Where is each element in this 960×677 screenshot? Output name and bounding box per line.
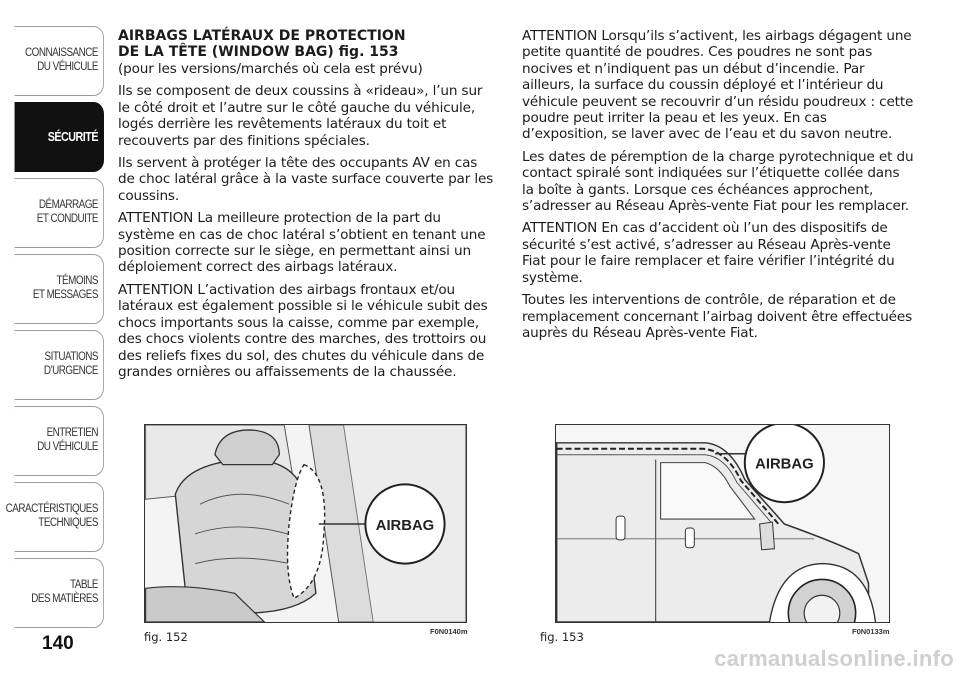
figure-152-seat-airbag <box>144 424 467 623</box>
paragraph: Les dates de péremption de la charge pyrotechnique et du contact spiralé sont indiquées sur l’étiquette collée dans la boîte à gants. Lorsque ces échéances approchent, s’adresser au Réseau Après-vente Fiat pour les remplacer. <box>522 148 914 215</box>
tab-caracteristiques-techniques[interactable] <box>5 482 104 552</box>
tab-label-line1: SÉCURITÉ <box>47 129 98 144</box>
van-illustration <box>556 425 889 622</box>
paragraph: Ils se composent de deux coussins à «rideau», l’un sur le côté droit et l’autre sur le côté gauche du véhicule, logés derrière les revêtements latéraux du toit et recouverts par des finitions spéciales. <box>118 83 483 149</box>
tab-label-line1: CONNAISSANCE <box>25 47 98 60</box>
tab-label-line1: DÉMARRAGE <box>38 199 98 212</box>
warning-paragraph: ATTENTION L’activation des airbags frontaux et/ou latéraux est également possible si le véhicule subit des chocs importants sous la caisse, comme par exemple, des chocs violents contre des marches, des trottoirs ou des reliefs fixes du sol, des chutes du véhicule dans de grandes ornières ou affaissements de la chaussée. <box>118 281 488 380</box>
text-column-left <box>118 28 498 386</box>
paragraph: Ils servent à protéger la tête des occupants AV en cas de choc latéral grâce à la vaste surface couverte par les coussins. <box>118 155 494 204</box>
tab-situations-d-urgence[interactable] <box>15 330 104 400</box>
page-number: 140 <box>42 633 74 654</box>
text-column-right <box>522 28 914 347</box>
tab-label-line1: ENTRETIEN <box>46 427 98 440</box>
tab-securite[interactable] <box>15 102 104 172</box>
figure-caption: fig. 153 <box>540 630 584 644</box>
tab-connaissance-du-vehicule[interactable] <box>15 26 104 96</box>
tab-demarrage-et-conduite[interactable] <box>15 178 104 248</box>
tab-label-line1: TÉMOINS <box>56 275 98 288</box>
section-subheading: (pour les versions/marchés où cela est prévu) <box>118 61 423 77</box>
tab-label-line2: D’URGENCE <box>43 365 98 377</box>
figure-code: F0N0133m <box>852 627 890 636</box>
paragraph: Toutes les interventions de contrôle, de réparation et de remplacement concernant l’airbag doivent être effectuées auprès du Réseau Après-vente Fiat. <box>522 292 913 341</box>
tab-label-line2: TECHNIQUES <box>38 517 98 529</box>
heading-line1: AIRBAGS LATÉRAUX DE PROTECTION <box>118 28 406 44</box>
warning-paragraph: ATTENTION La meilleure protection de la part du système en cas de choc latéral s’obtient en tenant une position correcte sur le siège, en permettant ainsi un déploiement correct des airbags latéraux. <box>118 210 486 276</box>
tab-label-line1: TABLE <box>69 579 98 592</box>
figure-153-van-window-bag <box>555 424 890 623</box>
seat-illustration <box>145 425 466 622</box>
tab-label-line1: CARACTÉRISTIQUES <box>5 503 98 516</box>
tab-table-des-matieres[interactable] <box>15 558 104 628</box>
section-heading <box>118 28 498 60</box>
airbag-label: AIRBAG <box>755 456 814 473</box>
warning-paragraph: ATTENTION En cas d’accident où l’un des dispositifs de sécurité s’est activé, s’adresser au Réseau Après-vente Fiat pour le faire remplacer et faire vérifier l’intégrité du système. <box>522 220 895 286</box>
tab-label-line2: ET MESSAGES <box>32 289 98 301</box>
airbag-label: AIRBAG <box>375 517 435 534</box>
tab-label-line1: SITUATIONS <box>44 351 98 364</box>
tab-entretien-du-vehicule[interactable] <box>15 406 104 476</box>
warning-paragraph: ATTENTION Lorsqu’ils s’activent, les airbags dégagent une petite quantité de poudres. Ces poudres ne sont pas nocives et n’indiquent pas un début d’incendie. Par ailleurs, la surface du coussin déployé et l’intérieur du véhicule peuvent se recouvrir d’un résidu poudreux : cette poudre peut irriter la peau et les yeux. En cas d’exposition, se laver avec de l’eau et du savon neutre. <box>522 28 914 143</box>
watermark: carmanualsonline.info <box>714 646 954 671</box>
tab-label-line2: DES MATIÈRES <box>31 593 98 605</box>
figure-code: F0N0140m <box>430 627 468 636</box>
tab-temoins-et-messages[interactable] <box>15 254 104 324</box>
tab-label-line2: ET CONDUITE <box>36 213 98 225</box>
heading-line2: DE LA TÊTE (WINDOW BAG) fig. 153 <box>118 44 399 60</box>
tab-label-line2: DU VÉHICULE <box>37 61 98 73</box>
figure-caption: fig. 152 <box>144 630 188 644</box>
tab-label-line2: DU VÉHICULE <box>37 441 98 453</box>
